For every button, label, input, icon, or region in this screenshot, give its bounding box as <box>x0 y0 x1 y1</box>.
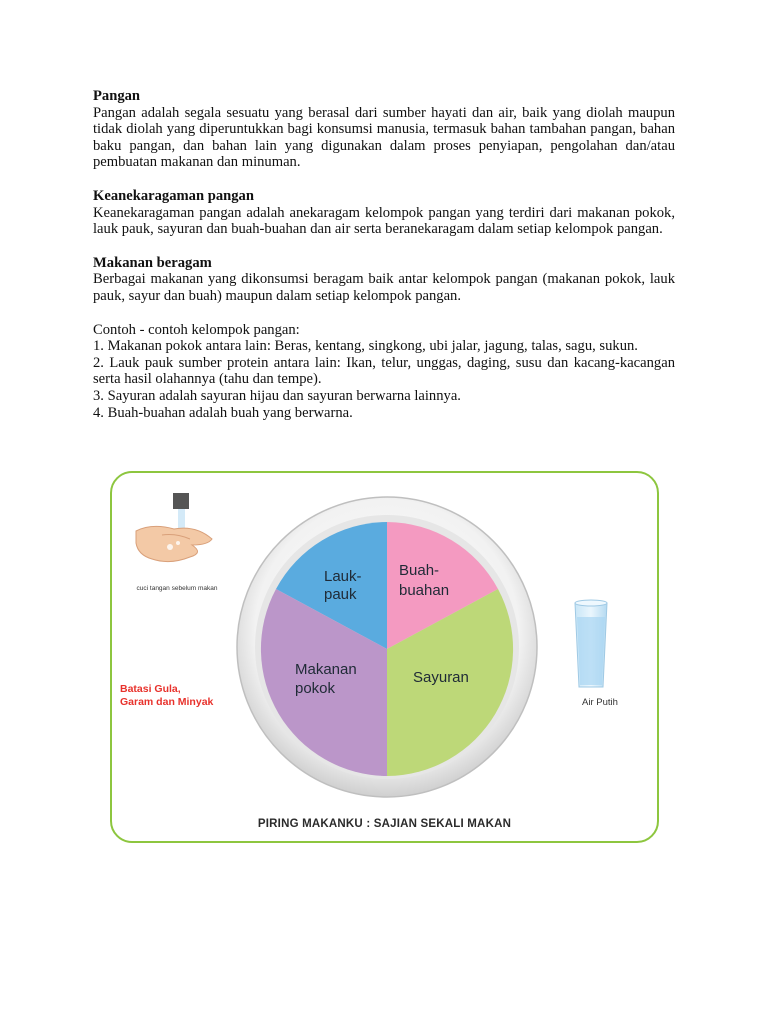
heading-pangan: Pangan <box>93 88 141 104</box>
label-lauk-line2: pauk <box>324 586 357 603</box>
label-lauk-line1: Lauk- <box>324 568 362 585</box>
warning-line-2: Garam dan Minyak <box>120 696 214 708</box>
label-makanan-pokok-line2: pokok <box>295 680 336 697</box>
paragraph-keanekaragaman-pangan: Keanekaragaman pangan adalah anekaragam kelompok pangan yang terdiri dari makanan pokok, lauk pauk, sayuran dan buah-buahan dan air serta beranekaragam dalam setiap kelompok pangan. <box>93 204 675 238</box>
label-makanan-pokok-line1: Makanan <box>295 661 357 678</box>
warning-limit-sugar-salt-oil <box>120 683 213 709</box>
water-label: Air Putih <box>582 697 618 708</box>
list-item: 4. Buah-buahan adalah buah yang berwarna. <box>93 404 353 421</box>
warning-line-1: Batasi Gula, <box>120 683 181 695</box>
figure-graphics <box>112 473 659 843</box>
list-item: 3. Sayuran adalah sayuran hijau dan sayuran berwarna lainnya. <box>93 387 461 404</box>
list-item: 1. Makanan pokok antara lain: Beras, kentang, singkong, ubi jalar, jagung, talas, sagu, sukun. <box>93 338 638 355</box>
contoh-intro: Contoh - contoh kelompok pangan: <box>93 321 300 338</box>
list-item: 2. Lauk pauk sumber protein antara lain: Ikan, telur, unggas, daging, susu dan kacang-kacangan serta hasil olahannya (tahu dan tempe). <box>93 354 675 388</box>
figure-caption: PIRING MAKANKU : SAJIAN SEKALI MAKAN <box>257 818 512 830</box>
hand-wash-caption: cuci tangan sebelum makan <box>136 585 218 592</box>
heading-keanekaragaman-pangan: Keanekaragaman pangan <box>93 187 254 204</box>
heading-makanan-beragam: Makanan beragam <box>93 254 212 271</box>
hands-icon <box>136 526 212 561</box>
faucet-icon <box>173 493 189 509</box>
label-buah-line1: Buah- <box>399 562 440 579</box>
paragraph-pangan: Pangan adalah segala sesuatu yang berasal dari sumber hayati dan air, baik yang diolah maupun tidak diolah yang diperuntukkan bagi konsumsi manusia, termasuk bahan tambahan pangan, bahan baku pangan, dan bahan lain yang digunakan dalam proses penyiapan, pengolahan dan/atau pembuatan makanan dan minuman. <box>93 104 675 171</box>
document-body <box>93 88 675 421</box>
water-glass-icon <box>575 600 607 687</box>
contoh-list <box>93 338 675 421</box>
label-sayuran: Sayuran <box>413 669 469 686</box>
label-buah-line2: buahan <box>399 582 450 599</box>
hand-wash-illustration <box>136 493 212 562</box>
paragraph-makanan-beragam: Berbagai makanan yang dikonsumsi beragam baik antar kelompok pangan (makanan pokok, lauk pauk, sayur dan buah) maupun dalam setiap kelompok pangan. <box>93 271 675 304</box>
piring-makanku-figure <box>110 471 659 843</box>
